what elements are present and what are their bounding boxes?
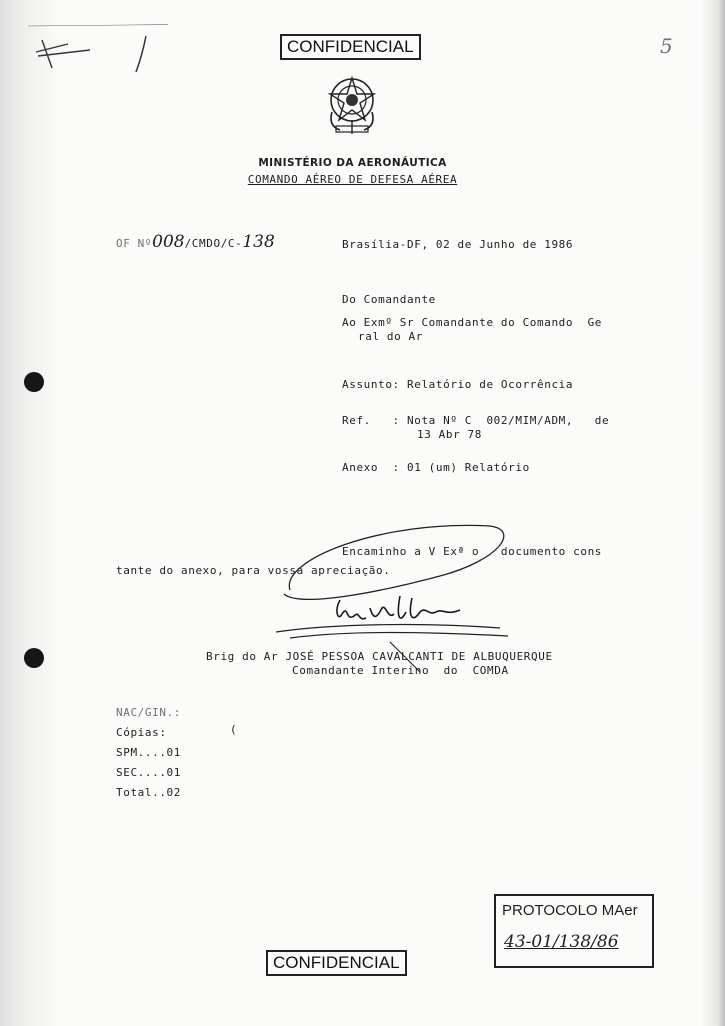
page-number: 5 xyxy=(660,34,673,58)
distribution-item: SEC....01 xyxy=(116,766,182,779)
protocol-title: PROTOCOLO MAer xyxy=(502,902,638,919)
subject-line: Assunto: Relatório de Ocorrência xyxy=(342,378,574,391)
punch-hole-bottom xyxy=(24,648,44,668)
ref-line-2: 13 Abr 78 xyxy=(417,428,483,441)
stray-mark: ( xyxy=(230,723,238,736)
handwritten-marks-icon xyxy=(28,22,168,82)
distribution-item: Total..02 xyxy=(116,786,182,799)
doc-ref-number: 008 xyxy=(152,232,185,252)
signer-title: Comandante Interino do COMDA xyxy=(292,664,509,677)
distribution-item: Cópias: xyxy=(116,726,167,739)
ref-line-1: Ref. : Nota Nº C 002/MIM/ADM, de xyxy=(342,414,610,427)
signature-icon xyxy=(270,512,510,672)
distribution-item: SPM....01 xyxy=(116,746,182,759)
coat-of-arms-icon xyxy=(322,72,382,138)
to-line-1: Ao Exmº Sr Comandante do Comando Ge xyxy=(342,316,603,329)
document-reference xyxy=(116,232,275,252)
scan-edge-right xyxy=(700,0,725,1026)
to-line-2: ral do Ar xyxy=(358,330,424,343)
from-line: Do Comandante xyxy=(342,293,436,306)
body-line-1: Encaminho a V Exª o documento cons xyxy=(342,545,603,558)
body-line-2: tante do anexo, para vossa apreciação. xyxy=(116,564,391,577)
protocol-stamp xyxy=(494,894,654,968)
doc-ref-suffix: 138 xyxy=(242,232,275,252)
punch-hole-top xyxy=(24,372,44,392)
signer-name: Brig do Ar JOSÉ PESSOA CAVALCANTI DE ALBUQUERQUE xyxy=(206,650,553,663)
protocol-number: 43-01/138/86 xyxy=(504,932,619,952)
ministry-heading: MINISTÉRIO DA AERONÁUTICA xyxy=(258,157,447,169)
confidential-stamp-top: CONFIDENCIAL xyxy=(280,34,421,60)
annex-line: Anexo : 01 (um) Relatório xyxy=(342,461,530,474)
doc-ref-prefix: OF Nº xyxy=(116,237,153,250)
confidential-stamp-bottom: CONFIDENCIAL xyxy=(266,950,407,976)
doc-ref-middle: /CMDO/C- xyxy=(184,237,243,250)
scan-edge-left xyxy=(0,0,60,1026)
command-heading: COMANDO AÉREO DE DEFESA AÉREA xyxy=(247,173,458,186)
distribution-list xyxy=(116,703,181,803)
distribution-item: NAC/GIN.: xyxy=(116,706,182,719)
place-date: Brasília-DF, 02 de Junho de 1986 xyxy=(342,238,574,251)
